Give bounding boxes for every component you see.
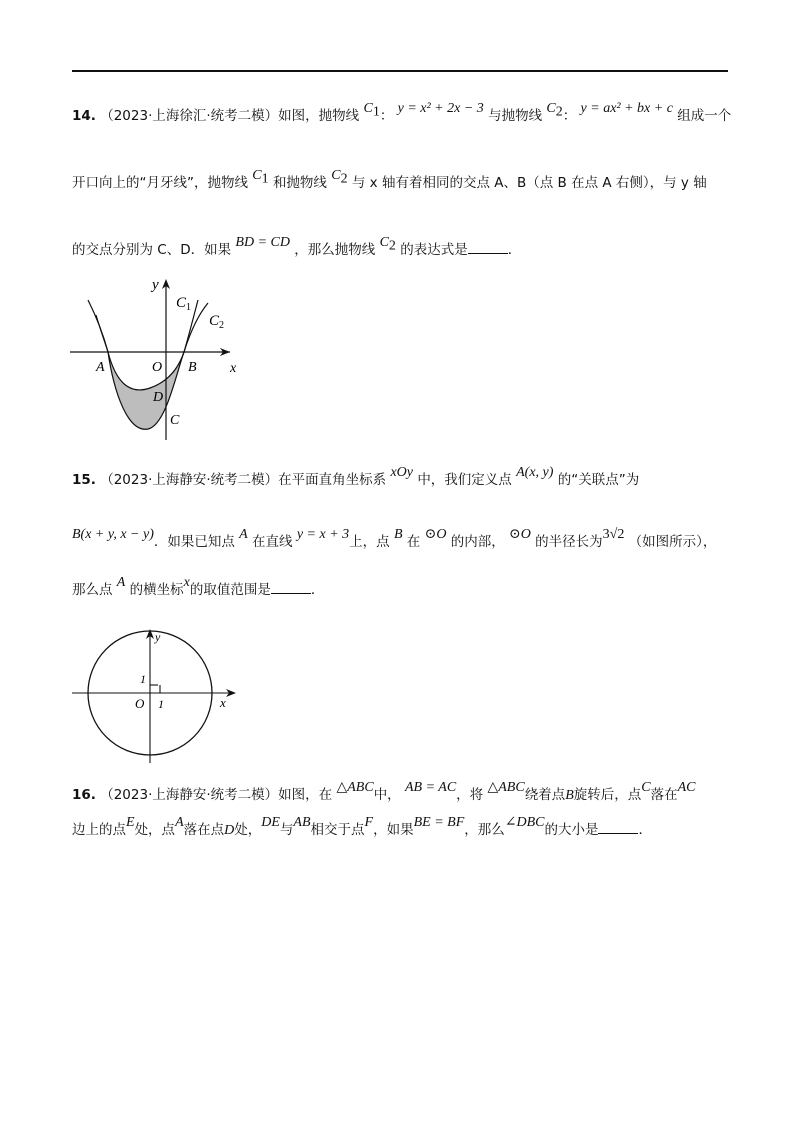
q16-text-2e: 与 xyxy=(279,822,294,838)
q14-c2-equation: y = ax² + bx + c xyxy=(580,101,673,116)
q15-a-sym: A xyxy=(239,527,248,542)
q14-fig-B: B xyxy=(188,360,197,375)
q15-fig-x-label: x xyxy=(220,695,226,710)
q14-fig-c2: $C_2$ xyxy=(209,313,225,331)
q15-text-2c: 上，点 xyxy=(349,534,390,550)
q15-line-3 xyxy=(72,575,325,601)
q16-de-sym: DE xyxy=(261,815,280,830)
q16-text-1c: ，将 xyxy=(456,787,484,803)
q14-fig-x-label: x xyxy=(230,361,237,376)
q15-fig-O: O xyxy=(135,696,145,711)
q14-line-2 xyxy=(72,168,707,198)
q14-number: 14. xyxy=(72,108,96,124)
q15-line-eq: y = x + 3 xyxy=(296,527,350,542)
q15-text-3b: 的横坐标 xyxy=(129,582,184,598)
q16-f-sym: F xyxy=(364,815,374,830)
q15-x-sym: x xyxy=(183,575,190,590)
q14-l3-c2: $C_2$ xyxy=(379,235,396,254)
q16-ab-sym: AB xyxy=(293,815,311,830)
q15-text-2d: 在 xyxy=(406,534,421,550)
q16-text-1d: 绕着点 xyxy=(524,787,566,803)
q16-text-2b: 处，点 xyxy=(134,822,176,838)
q15-text-2f: 的半径长为 xyxy=(535,534,603,550)
q16-c-sym: C xyxy=(641,780,651,795)
q15-a-sym-2: A xyxy=(116,575,126,590)
q14-c1-label: $C_1$ xyxy=(363,101,380,120)
q15-text-1b: 中，我们定义点 xyxy=(417,472,512,488)
q15-source: （2023·上海静安·统考二模） xyxy=(100,472,279,488)
q14-text-3a: 的交点分别为 C、D．如果 xyxy=(72,242,232,258)
q14-figure xyxy=(70,275,250,440)
q15-point-b: B(x + y, x − y) xyxy=(72,527,154,542)
q16-text-2c: 落在点 xyxy=(183,822,225,838)
q16-source: （2023·上海静安·统考二模） xyxy=(100,787,279,803)
q16-be-bf: BE = BF xyxy=(413,815,465,830)
q16-angle-dbc: ∠DBC xyxy=(504,815,545,830)
q15-fig-one-x: 1 xyxy=(158,697,164,711)
q16-text-1e: 旋转后，点 xyxy=(573,787,642,803)
q15-text-2e: 的内部， xyxy=(450,534,505,550)
q16-line-1 xyxy=(72,780,696,806)
q14-colon-1: ： xyxy=(379,108,394,124)
q15-figure xyxy=(70,625,250,765)
q16-text-2a: 边上的点 xyxy=(72,822,126,838)
q15-b-sym: B xyxy=(393,527,403,542)
q14-text-2c: 与 x 轴有着相同的交点 A、B（点 B 在点 A 右侧），与 y 轴 xyxy=(351,175,707,191)
q15-fig-y-label: y xyxy=(155,630,161,644)
q15-text-3a: 那么点 xyxy=(72,582,113,598)
header-rule xyxy=(72,70,728,72)
q14-colon-2: ： xyxy=(562,108,577,124)
q14-end: ． xyxy=(507,242,522,258)
q16-text-2i: 的大小是 xyxy=(544,822,599,838)
q14-text-2a: 开口向上的“月牙线”，抛物线 xyxy=(72,175,248,191)
q14-c1-equation: y = x² + 2x − 3 xyxy=(397,101,484,116)
q16-e-sym: E xyxy=(126,815,135,830)
q16-d-sym: D xyxy=(224,823,235,838)
q15-text-2g: （如图所示）， xyxy=(628,534,717,550)
q14-fig-C: C xyxy=(170,413,180,428)
q14-text-2b: 和抛物线 xyxy=(272,175,327,191)
q16-answer-blank[interactable] xyxy=(598,821,638,834)
q15-text-2a: ．如果已知点 xyxy=(153,534,235,550)
q14-source: （2023·上海徐汇·统考二模） xyxy=(100,108,279,124)
q14-l2-c2: $C_2$ xyxy=(331,168,348,187)
q14-fig-D: D xyxy=(153,390,164,405)
q16-text-1b: 中， xyxy=(373,787,401,803)
q14-fig-y-label: y xyxy=(152,277,159,293)
q16-triangle-2: △ABC xyxy=(487,780,525,795)
q16-a-sym: A xyxy=(175,815,184,830)
q14-text-3c: 的表达式是 xyxy=(400,242,468,258)
q15-circle-2: ⊙O xyxy=(509,527,531,542)
q15-text-1a: 在平面直角坐标系 xyxy=(278,472,387,488)
q16-ac-sym: AC xyxy=(677,780,696,795)
q15-end: ． xyxy=(310,582,325,598)
q16-text-2d: 处， xyxy=(234,822,262,838)
q14-line-1 xyxy=(72,101,732,131)
q14-l2-c1: $C_1$ xyxy=(252,168,269,187)
q16-text-2g: ，如果 xyxy=(373,822,414,838)
q15-xoy: xOy xyxy=(390,465,414,480)
q14-fig-c1: $C_1$ xyxy=(176,295,192,313)
q16-end: ． xyxy=(638,822,652,838)
q14-c2-label: $C_2$ xyxy=(546,101,563,120)
q14-curve-c1 xyxy=(96,300,198,390)
q16-text-1f: 落在 xyxy=(650,787,678,803)
q16-text-2f: 相交于点 xyxy=(310,822,365,838)
q16-triangle-1: △ABC xyxy=(336,780,374,795)
q14-text-1b: 与抛物线 xyxy=(488,108,543,124)
q14-text-3b: ，那么抛物线 xyxy=(294,242,376,258)
q16-line-2 xyxy=(72,815,652,841)
q14-text-1c: 组成一个 xyxy=(677,108,732,124)
q15-line-1 xyxy=(72,465,640,491)
q14-fig-O: O xyxy=(152,360,163,375)
q15-circle-1: ⊙O xyxy=(424,527,447,542)
q15-point-a: A(x, y) xyxy=(516,465,554,480)
q15-text-1c: 的“关联点”为 xyxy=(557,472,640,488)
q15-text-3c: 的取值范围是 xyxy=(189,582,271,598)
q16-b-sym: B xyxy=(565,788,574,803)
q14-answer-blank[interactable] xyxy=(468,241,508,254)
q14-fig-A: A xyxy=(96,360,105,375)
q16-text-1a: 如图，在 xyxy=(278,787,333,803)
q14-text-1a: 如图，抛物线 xyxy=(278,108,360,124)
q15-answer-blank[interactable] xyxy=(271,581,311,594)
q16-ab-ac: AB = AC xyxy=(404,780,457,795)
q15-fig-one-y: 1 xyxy=(140,672,146,686)
q16-text-2h: ，那么 xyxy=(464,822,505,838)
q14-bd-cd: BD = CD xyxy=(235,235,290,250)
q16-number: 16. xyxy=(72,787,96,803)
q14-line-3 xyxy=(72,235,522,265)
q15-line-2 xyxy=(72,527,717,553)
q15-number: 15. xyxy=(72,472,96,488)
q15-text-2b: 在直线 xyxy=(252,534,293,550)
q15-radius: 3√2 xyxy=(602,527,625,542)
